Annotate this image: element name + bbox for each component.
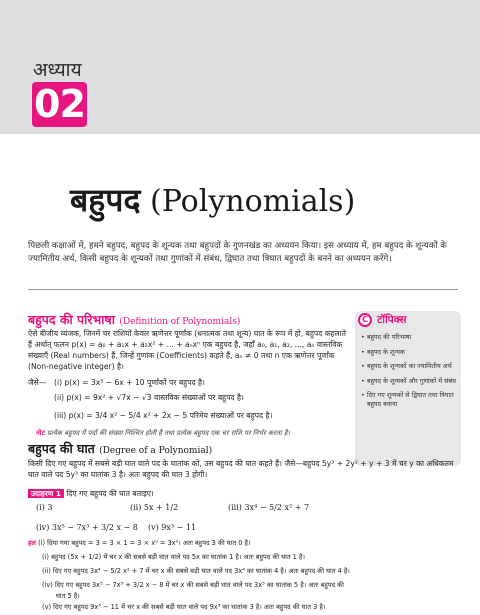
question-item: (iii) 3x⁴ − 5/2 x² + 7 (228, 503, 310, 512)
section-heading-degree (28, 440, 212, 457)
examples-label: जैसे— (28, 378, 47, 387)
example-item: (iii) p(x) = 3/4 x² − 5/4 x² + 2x − 5 परिमेय संख्याओं पर बहुपद है। (54, 411, 273, 420)
solution-line: (v) दिए गए बहुपद 9x³ − 11 में चर x की सबसे बड़ी घात वाले पद 9x³ का घातांक 3 है। अतः बहुपद की घात 3 है। (42, 603, 326, 611)
heading-hindi: बहुपद की घात (28, 441, 95, 456)
solution-label: हल (28, 539, 36, 547)
solution-line: (i) बहुपद (5x + 1/2) में चर x की सबसे बड़ी घात वाले पद 5x का घातांक 1 है। अतः बहुपद की घात 1 है। (42, 553, 305, 561)
topics-header (355, 311, 461, 329)
note (36, 428, 290, 437)
heading-english: (Definition of Polynomials) (119, 317, 241, 327)
chapter-title-hindi: बहुपद (70, 181, 141, 219)
solution-line: घात 5 है। (56, 592, 80, 600)
solution-text: (i) दिया गया बहुपद = 3 = 3 × 1 = 3 × x⁰ = 3x⁰। अतः बहुपद 3 की घात 0 है। (38, 539, 251, 547)
topics-title: टॉपिक्स (377, 314, 407, 326)
example-question: दिए गए बहुपद की घात बताइए। (66, 489, 154, 498)
heading-hindi: बहुपद की परिभाषा (28, 312, 115, 327)
example-item: (ii) p(x) = 9x² + √7x − √3 वास्तविक संख्याओं पर बहुपद है। (54, 393, 244, 402)
divider (28, 289, 458, 290)
topic-item: • बहुपद के शून्यकों और गुणांकों में संबंध (361, 377, 458, 386)
question-item: (iv) 3x⁵ − 7x³ + 3/2 x − 8 (36, 523, 138, 532)
example-tag: उदाहरण 1 (28, 489, 64, 498)
question-item: (i) 3 (36, 503, 53, 512)
solution-line (28, 536, 251, 550)
example-item: (i) p(x) = 3x³ − 6x + 10 पूर्णांकों पर बहुपद है। (54, 378, 205, 387)
intro-paragraph: पिछली कक्षाओं में, हमने बहुपद, बहुपद के शून्यक तथा बहुपदों के गुणनखंड का अध्ययन किया। इस अध्याय में, हम बहुपद के शून्यकों के ज्यामितीय अर्थ, किसी बहुपद के शून्यकों तथा गुणांकों में संबंध, द्विघात तथा त्रिघात बहुपदों के बनने का अध्ययन करेंगे। (28, 241, 447, 264)
question-item: (v) 9x³ − 11 (148, 523, 197, 532)
topics-box (355, 311, 461, 466)
topic-item: • बहुपद के शून्यक (361, 348, 458, 357)
heading-english: (Degree of a Polynomial) (99, 446, 213, 456)
degree-paragraph: किसी दिए गए बहुपद में सबसे बड़ी घात वाले पद के घातांक को, उस बहुपद की घात कहते हैं। जैसे—बहुपद 5y³ + 2y² + y + 3 में चर y का अधिकतम घात वाले पद 5y³ का घातांक 3 है। अतः बहुपद की घात 3 होगी। (28, 459, 454, 479)
example-heading (28, 489, 154, 499)
topic-item: • दिए गए शून्यकों से द्विघात तथा त्रिघात बहुपद बनाना (361, 391, 458, 408)
section-heading-definition (28, 311, 240, 328)
topic-item: • बहुपद की परिभाषा (361, 333, 458, 342)
chapter-label: अध्याय (33, 59, 82, 81)
chapter-title (70, 178, 355, 221)
topic-item: • बहुपद के शून्यकों का ज्यामितीय अर्थ (361, 362, 458, 371)
topics-list (361, 333, 458, 415)
note-text: प्रत्येक बहुपद में पदों की संख्या निश्चित होती है तथा प्रत्येक बहुपद एक चर राशि पर निर्भर करता है। (47, 429, 291, 437)
question-item: (ii) 5x + 1/2 (130, 503, 179, 512)
chapter-title-english: (Polynomials) (149, 184, 356, 219)
topics-c-icon: C (358, 313, 372, 327)
solution-line: (iv) दिए गए बहुपद 3x⁵ − 7x³ + 3/2 x − 8 में चर x की सबसे बड़ी घात वाले पद 3x⁵ का घातांक 5 है। अतः बहुपद की (42, 581, 344, 589)
chapter-number-badge: 02 (32, 82, 87, 127)
solution-line: (ii) दिए गए बहुपद 3x⁴ − 5/2 x² + 7 में चर x की सबसे बड़ी घात वाले पद 3x⁴ का घातांक 4 है। अतः बहुपद की घात 4 है। (42, 567, 350, 575)
definition-paragraph: ऐसे बीजीय व्यंजक, जिनमें चर राशियों केवल ऋणेत्तर पूर्णांक (धनात्मक तथा शून्य) घात के रूप में हो, बहुपद कहलाते हैं अर्थात् फलन p(x) = a₀ + a₁x + a₂x² + ... + aₙxⁿ एक बहुपद है, जहाँ a₀, a₁, a₂, ..., aₙ वास्तविक संख्याएँ (Real numbers) हैं, जिन्हें गुणांक (Coefficients) कहते हैं, aₙ ≠ 0 तथा n एक ऋणेत्तर पूर्णांक (Non-negative integer) है। (28, 329, 346, 371)
note-label: नोट (36, 429, 45, 437)
